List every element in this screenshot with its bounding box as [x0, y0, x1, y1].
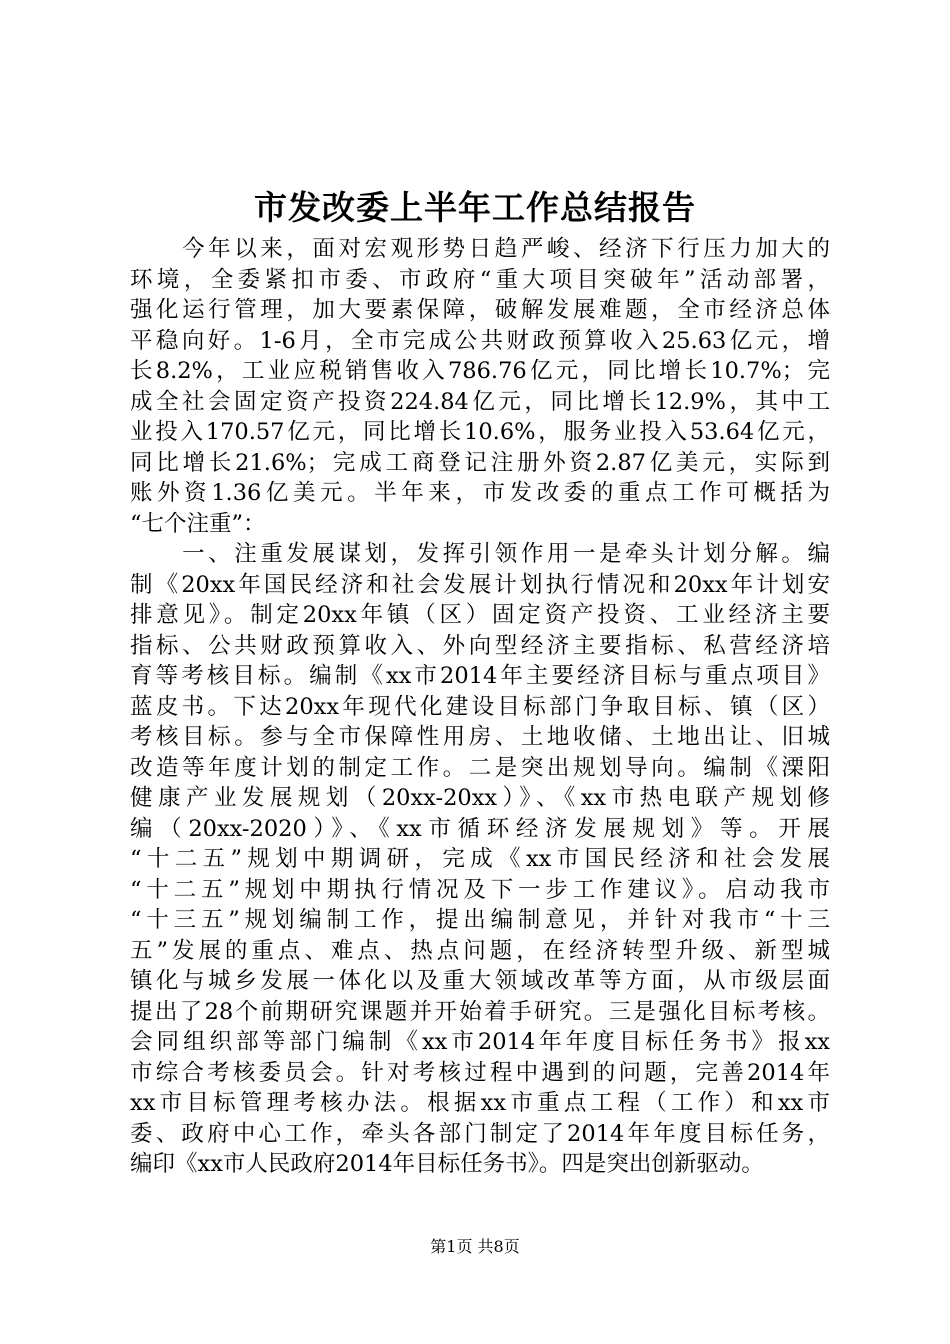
text-line: 指标、公共财政预算收入、外向型经济主要指标、私营经济培	[130, 632, 830, 659]
text-line: 今年以来，面对宏观形势日趋严峻、经济下行压力加大的	[130, 236, 830, 262]
text-line: 市综合考核委员会。针对考核过程中遇到的问题，完善2014年	[130, 1059, 830, 1086]
document-body	[130, 234, 830, 1180]
text-line: “十二五”规划中期调研，完成《xx市国民经济和社会发展	[130, 846, 830, 872]
text-line: 强化运行管理，加大要素保障，破解发展难题，全市经济总体	[130, 297, 830, 323]
document-title: 市发改委上半年工作总结报告	[254, 188, 696, 227]
text-line: 提出了28个前期研究课题并开始着手研究。三是强化目标考核。	[130, 998, 830, 1025]
text-line: “十三五”规划编制工作，提出编制意见，并针对我市“十三	[130, 907, 830, 933]
text-line: 环境，全委紧扣市委、市政府“重大项目突破年”活动部署，	[130, 266, 830, 293]
text-line: 五”发展的重点、难点、热点问题，在经济转型升级、新型城	[130, 937, 830, 964]
text-line: “七个注重”：	[130, 510, 266, 537]
text-line: 制《20xx年国民经济和社会发展计划执行情况和20xx年计划安	[130, 571, 830, 598]
text-line: 平稳向好。1-6月，全市完成公共财政预算收入25.63亿元，增	[130, 327, 830, 354]
text-line: 会同组织部等部门编制《xx市2014年年度目标任务书》报xx	[130, 1029, 830, 1055]
text-line: 长8.2%，工业应税销售收入786.76亿元，同比增长10.7%；完	[130, 358, 830, 384]
text-line: 一、注重发展谋划，发挥引领作用一是牵头计划分解。编	[130, 541, 830, 567]
text-line: “十二五”规划中期执行情况及下一步工作建议》。启动我市	[130, 876, 830, 903]
text-line: 健康产业发展规划（20xx-20xx）》、《xx市热电联产规划修	[130, 785, 830, 811]
page-footer: 第1页 共8页	[430, 1237, 520, 1256]
text-line: 编印《xx市人民政府2014年目标任务书》。四是突出创新驱动。	[130, 1151, 764, 1177]
text-line: 改造等年度计划的制定工作。二是突出规划导向。编制《溧阳	[130, 754, 830, 781]
text-line: 账外资1.36亿美元。半年来，市发改委的重点工作可概括为	[130, 480, 830, 506]
text-line: 同比增长21.6%；完成工商登记注册外资2.87亿美元，实际到	[130, 449, 830, 476]
text-line: 镇化与城乡发展一体化以及重大领域改革等方面，从市级层面	[130, 968, 830, 994]
text-line: 育等考核目标。编制《xx市2014年主要经济目标与重点项目》	[130, 663, 830, 689]
text-line: xx市目标管理考核办法。根据xx市重点工程（工作）和xx市	[130, 1090, 830, 1116]
text-line: 业投入170.57亿元，同比增长10.6%，服务业投入53.64亿元，	[130, 419, 830, 445]
text-line: 委、政府中心工作，牵头各部门制定了2014年年度目标任务，	[130, 1120, 830, 1147]
text-line: 成全社会固定资产投资224.84亿元，同比增长12.9%，其中工	[130, 388, 830, 415]
text-line: 排意见》。制定20xx年镇（区）固定资产投资、工业经济主要	[130, 602, 830, 628]
text-line: 编（20xx-2020）》、《xx市循环经济发展规划》等。开展	[130, 815, 830, 842]
text-line: 考核目标。参与全市保障性用房、土地收储、土地出让、旧城	[130, 724, 830, 750]
text-line: 蓝皮书。下达20xx年现代化建设目标部门争取目标、镇（区）	[130, 693, 830, 720]
